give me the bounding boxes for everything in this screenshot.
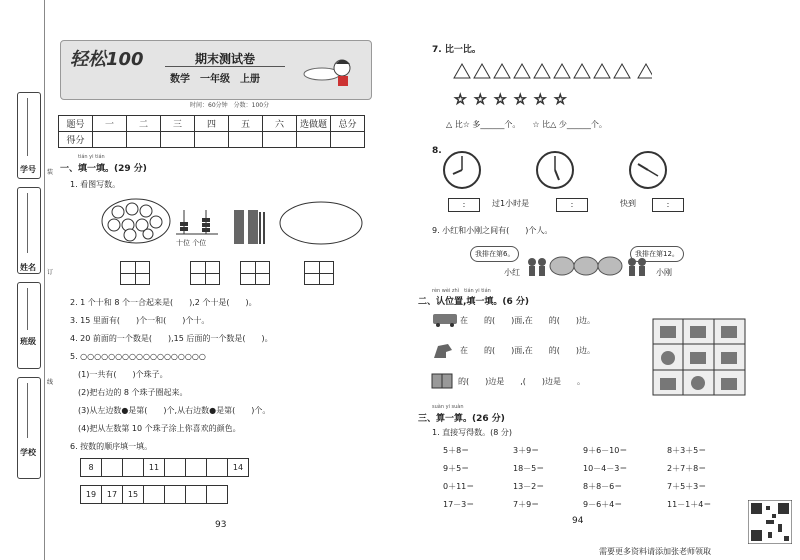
title-underline bbox=[165, 66, 285, 67]
time-answer-box[interactable]: : bbox=[556, 198, 588, 212]
q1-text: 1. 看图写数。 bbox=[70, 180, 121, 189]
row-label: 得分 bbox=[59, 132, 93, 148]
svg-text:☆: ☆ bbox=[494, 92, 507, 108]
col-header: 一 bbox=[93, 116, 127, 132]
answer-grid-3[interactable] bbox=[240, 261, 270, 285]
col-header: 六 bbox=[263, 116, 297, 132]
calc-item[interactable]: 5＋8＝ bbox=[443, 446, 470, 455]
calc-item[interactable]: 11－1＋4＝ bbox=[667, 500, 712, 509]
score-table bbox=[58, 115, 365, 148]
seq-cell: 14 bbox=[228, 459, 249, 477]
seq-cell: 19 bbox=[81, 486, 102, 504]
exam-time-score: 时间：60分钟 分数：100分 bbox=[190, 102, 270, 109]
score-cell[interactable] bbox=[297, 132, 331, 148]
col-header: 总分 bbox=[331, 116, 365, 132]
speech-bubble-left: 我排在第6。 bbox=[470, 246, 519, 262]
class-line[interactable] bbox=[27, 288, 28, 330]
seal-char-2: 订 bbox=[47, 269, 54, 276]
score-cell[interactable] bbox=[263, 132, 297, 148]
toy-shelf-picture bbox=[652, 318, 746, 396]
q8-text: 8. bbox=[432, 146, 442, 156]
score-cell[interactable] bbox=[229, 132, 263, 148]
abacus-label: 十位 个位 bbox=[176, 239, 207, 247]
school-line[interactable] bbox=[27, 383, 28, 438]
sequence-row-2 bbox=[80, 485, 228, 504]
name-label: 姓名 bbox=[20, 263, 36, 272]
page-number-left: 93 bbox=[215, 520, 227, 530]
time-answer-box[interactable]: : bbox=[448, 198, 480, 212]
position-line-2: 在 的( )面,在 的( )边。 bbox=[460, 346, 596, 355]
col-header: 五 bbox=[229, 116, 263, 132]
calc-item[interactable]: 9＋6－10＝ bbox=[583, 446, 628, 455]
sequence-row-1 bbox=[80, 458, 249, 477]
position-line-1: 在 的( )面,在 的( )边。 bbox=[460, 316, 596, 325]
seal-char-1: 装 bbox=[47, 169, 54, 176]
abacus-icon bbox=[174, 208, 222, 240]
school-label: 学校 bbox=[20, 448, 36, 457]
speech-bubble-right: 我排在第12。 bbox=[630, 246, 684, 262]
name-xiaogang: 小刚 bbox=[656, 268, 672, 277]
seq-cell[interactable] bbox=[207, 459, 228, 477]
col-header: 四 bbox=[195, 116, 229, 132]
class-box bbox=[17, 282, 41, 369]
answer-grid-1[interactable] bbox=[120, 261, 150, 285]
calc-item[interactable]: 10－4－3＝ bbox=[583, 464, 628, 473]
section3-title: 三、算一算。(26 分) bbox=[418, 414, 505, 424]
q7-text: 7. 比一比。 bbox=[432, 45, 481, 55]
seq-cell[interactable] bbox=[102, 459, 123, 477]
calc-item[interactable]: 2＋7＋8＝ bbox=[667, 464, 707, 473]
col-header: 三 bbox=[161, 116, 195, 132]
seq-cell[interactable] bbox=[207, 486, 228, 504]
footer-contact-note: 需要更多资料请添加张老师领取 bbox=[599, 547, 711, 556]
q5-part2: (2)把右边的 8 个珠子圈起来。 bbox=[78, 388, 188, 397]
calc-item[interactable]: 7＋9＝ bbox=[513, 500, 540, 509]
q7-compare-line: △ 比☆ 多______个。 ☆ 比△ 少______个。 bbox=[446, 120, 607, 129]
horse-icon bbox=[432, 340, 454, 360]
name-line[interactable] bbox=[27, 193, 28, 253]
section3-pinyin: suàn yi suàn bbox=[432, 404, 464, 410]
qr-code-icon[interactable] bbox=[748, 500, 792, 544]
svg-text:☆: ☆ bbox=[454, 92, 467, 108]
clock-icon bbox=[628, 150, 668, 190]
clock-icon bbox=[535, 150, 575, 190]
section3-q1: 1. 直接写得数。(8 分) bbox=[432, 428, 513, 437]
stick-bundles-icon bbox=[230, 208, 270, 248]
score-cell[interactable] bbox=[127, 132, 161, 148]
binding-fold-line bbox=[44, 0, 45, 560]
calc-item[interactable]: 17－3＝ bbox=[443, 500, 475, 509]
col-header: 题号 bbox=[59, 116, 93, 132]
svg-text:☆: ☆ bbox=[534, 92, 547, 108]
q5-part1: (1)一共有( )个珠子。 bbox=[78, 370, 168, 379]
score-header-row bbox=[59, 116, 365, 132]
empty-oval-drawing[interactable] bbox=[278, 200, 364, 246]
clock-icon bbox=[442, 150, 482, 190]
student-id-line[interactable] bbox=[27, 98, 28, 156]
svg-text:☆: ☆ bbox=[514, 92, 527, 108]
q5-part4: (4)把从左数第 10 个珠子涂上你喜欢的颜色。 bbox=[78, 424, 241, 433]
score-cell[interactable] bbox=[93, 132, 127, 148]
seq-cell[interactable] bbox=[165, 459, 186, 477]
q9-text: 9. 小红和小刚之间有( )个人。 bbox=[432, 226, 553, 235]
calc-item[interactable]: 8＋3＋5＝ bbox=[667, 446, 707, 455]
calc-item[interactable]: 9＋5＝ bbox=[443, 464, 470, 473]
seq-cell[interactable] bbox=[186, 459, 207, 477]
svg-text:☆: ☆ bbox=[474, 92, 487, 108]
seq-cell: 11 bbox=[144, 459, 165, 477]
kids-and-trees-picture bbox=[524, 254, 654, 280]
gift-box-icon bbox=[430, 370, 456, 390]
brand-logo: 轻松100 bbox=[70, 49, 144, 70]
calc-item[interactable]: 3＋9＝ bbox=[513, 446, 540, 455]
col-header: 选做题 bbox=[297, 116, 331, 132]
seq-cell[interactable] bbox=[165, 486, 186, 504]
score-value-row bbox=[59, 132, 365, 148]
calc-item[interactable]: 0＋11＝ bbox=[443, 482, 475, 491]
q3-text: 3. 15 里面有( )个一和( )个十。 bbox=[70, 316, 210, 325]
score-cell[interactable] bbox=[195, 132, 229, 148]
calc-item[interactable]: 13－2＝ bbox=[513, 482, 545, 491]
triangles-stars-picture bbox=[452, 60, 652, 108]
apples-picture bbox=[100, 196, 172, 246]
student-id-label: 学号 bbox=[20, 165, 36, 174]
page-number-right: 94 bbox=[572, 516, 584, 526]
section2-pinyin: rèn wèi zhì tián yi tián bbox=[432, 288, 491, 294]
calc-item[interactable]: 18－5＝ bbox=[513, 464, 545, 473]
col-header: 二 bbox=[127, 116, 161, 132]
answer-grid-4[interactable] bbox=[304, 261, 334, 285]
q5-text: 5. ○○○○○○○○○○○○○○○○○○ bbox=[70, 352, 206, 361]
exam-subtitle: 数学 一年级 上册 bbox=[170, 74, 260, 85]
seal-char-3: 线 bbox=[47, 379, 54, 386]
q5-part3: (3)从左边数●是第( )个,从右边数●是第( )个。 bbox=[78, 406, 271, 415]
q4-text: 4. 20 前面的一个数是( ),15 后面的一个数是( )。 bbox=[70, 334, 273, 343]
cartoon-boy-icon bbox=[300, 52, 360, 90]
name-xiaohong: 小红 bbox=[504, 268, 520, 277]
bus-icon bbox=[432, 312, 458, 328]
seq-cell[interactable] bbox=[144, 486, 165, 504]
after-hour-label: 过1小时是 bbox=[492, 199, 530, 208]
section1-title: 一、填一填。(29 分) bbox=[60, 164, 147, 174]
q2-text: 2. 1 个十和 8 个一合起来是( ),2 个十是( )。 bbox=[70, 298, 257, 307]
seq-cell: 8 bbox=[81, 459, 102, 477]
seq-cell[interactable] bbox=[123, 459, 144, 477]
section2-title: 二、认位置,填一填。(6 分) bbox=[418, 297, 530, 307]
score-cell[interactable] bbox=[161, 132, 195, 148]
section1-pinyin: tián yi tián bbox=[78, 154, 105, 160]
position-line-3: 的( )边是 ,( )边是 。 bbox=[458, 377, 586, 386]
school-box bbox=[17, 377, 41, 479]
calc-item[interactable]: 8＋8－6＝ bbox=[583, 482, 623, 491]
calc-item[interactable]: 9－6＋4＝ bbox=[583, 500, 623, 509]
q6-text: 6. 按数的顺序填一填。 bbox=[70, 442, 153, 451]
time-answer-box[interactable]: : bbox=[652, 198, 684, 212]
class-label: 班级 bbox=[20, 337, 36, 346]
almost-label: 快到 bbox=[620, 199, 636, 208]
seq-cell: 17 bbox=[102, 486, 123, 504]
score-cell[interactable] bbox=[331, 132, 365, 148]
seq-cell: 15 bbox=[123, 486, 144, 504]
calc-item[interactable]: 7＋5＋3＝ bbox=[667, 482, 707, 491]
exam-title: 期末测试卷 bbox=[195, 52, 256, 66]
svg-text:☆: ☆ bbox=[554, 92, 567, 108]
name-box bbox=[17, 187, 41, 274]
seq-cell[interactable] bbox=[186, 486, 207, 504]
answer-grid-2[interactable] bbox=[190, 261, 220, 285]
